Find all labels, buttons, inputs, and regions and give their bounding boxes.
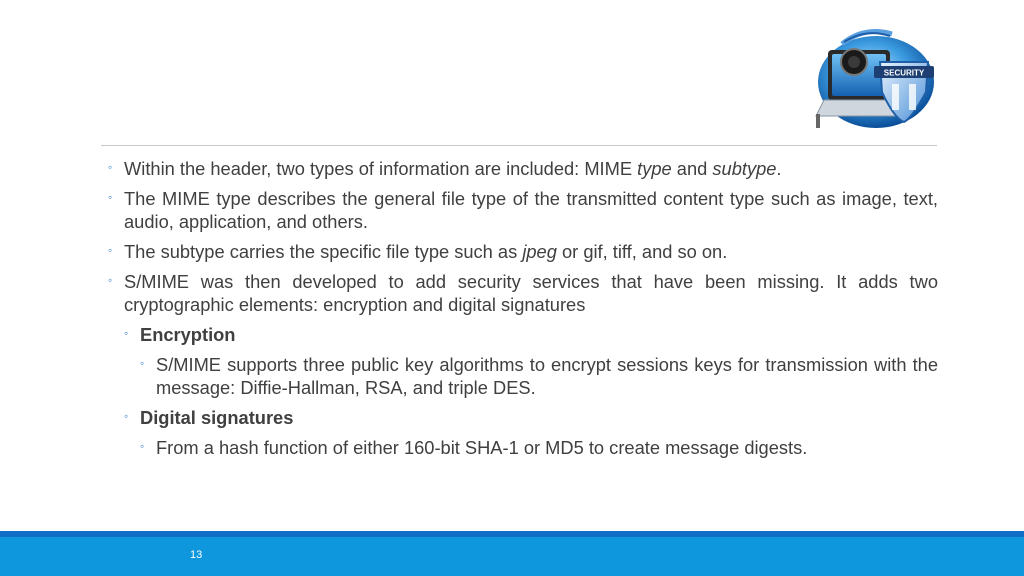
bullet-marker-icon: ◦ — [108, 190, 113, 204]
bullet-text: From a hash function of either 160-bit SHA-1 or MD5 to create message digests. — [156, 437, 808, 458]
bullet-text: The MIME type describes the general file type of the transmitted content type such as image, text, audio, application, and others. — [124, 188, 938, 232]
heading-encryption — [106, 323, 938, 346]
bullet-marker-icon: ◦ — [140, 356, 145, 370]
bullet-text: . — [776, 158, 782, 179]
bullet-text-italic: subtype — [712, 158, 777, 179]
logo-lettering: SECURITY — [883, 68, 925, 78]
bullet-marker-icon: ◦ — [124, 409, 129, 423]
bullet-marker-icon: ◦ — [124, 326, 129, 340]
bullet-text-italic: jpeg — [522, 241, 557, 262]
sub-heading: Digital signatures — [140, 407, 294, 428]
footer-bar — [0, 537, 1024, 576]
header-divider — [101, 145, 937, 146]
slide-body — [106, 157, 938, 466]
page-number: 13 — [190, 549, 203, 561]
bullet-mime-type — [106, 187, 938, 233]
bullet-text: or gif, tiff, and so on. — [556, 241, 728, 262]
sub-heading: Encryption — [140, 324, 236, 345]
bullet-marker-icon: ◦ — [108, 160, 113, 174]
security-logo-icon — [814, 22, 938, 132]
heading-digital-signatures — [106, 406, 938, 429]
bullet-header-info — [106, 157, 938, 180]
bullet-text: and — [671, 158, 713, 179]
bullet-text-italic: type — [637, 158, 672, 179]
bullet-subtype — [106, 240, 938, 263]
bullet-smime — [106, 270, 938, 316]
bullet-text: S/MIME was then developed to add security services that have been missing. It adds two cryptographic elements: encryption and digital signatures — [124, 271, 938, 315]
bullet-text: Within the header, two types of information are included: MIME — [124, 158, 638, 179]
bullet-signatures-detail — [106, 436, 938, 459]
bullet-marker-icon: ◦ — [140, 439, 145, 453]
bullet-marker-icon: ◦ — [108, 273, 113, 287]
bullet-text: The subtype carries the specific file type such as — [124, 241, 523, 262]
bullet-marker-icon: ◦ — [108, 243, 113, 257]
bullet-encryption-detail — [106, 353, 938, 399]
bullet-text: S/MIME supports three public key algorithms to encrypt sessions keys for transmission with the message: Diffie-Hallman, RSA, and triple DES. — [156, 354, 938, 398]
